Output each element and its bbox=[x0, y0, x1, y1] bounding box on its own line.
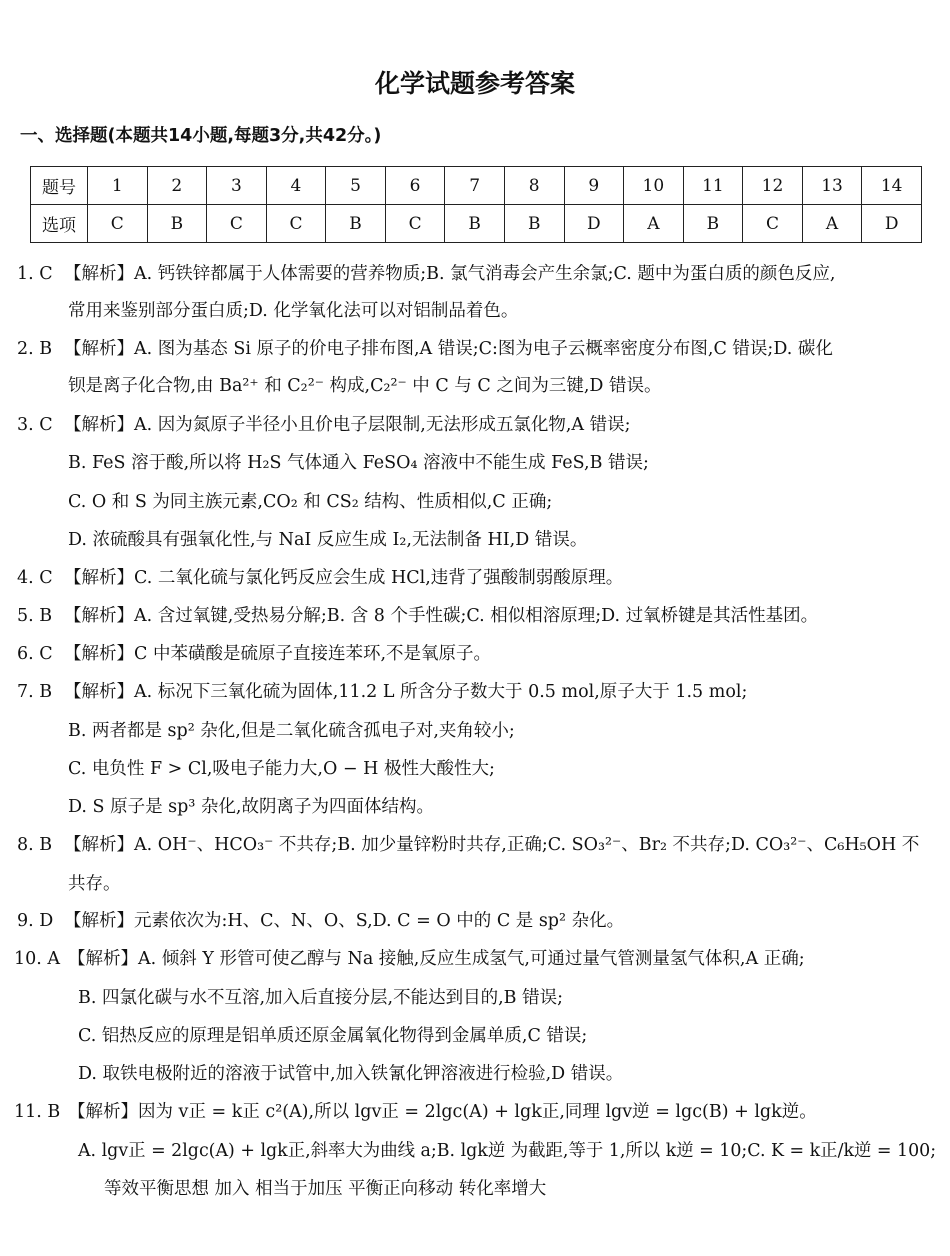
table-cell: 10 bbox=[624, 167, 684, 205]
item-text: 【解析】元素依次为:H、C、N、O、S,D. C = O 中的 C 是 sp² 杂化。 bbox=[64, 911, 625, 931]
item-number: 6. C bbox=[17, 644, 53, 664]
item-text: 【解析】A. 图为基态 Si 原子的价电子排布图,A 错误;C:图为电子云概率密度分布图,C 错误;D. 碳化 bbox=[64, 339, 833, 359]
table-cell: B bbox=[445, 205, 505, 243]
table-cell: 7 bbox=[445, 167, 505, 205]
item-text-continued: B. 两者都是 sp² 杂化,但是二氧化硫含孤电子对,夹角较小; bbox=[68, 721, 515, 741]
table-cell: 5 bbox=[326, 167, 386, 205]
table-cell: 1 bbox=[88, 167, 148, 205]
table-cell: 9 bbox=[564, 167, 624, 205]
item-text-continued: A. lgv正 = 2lgc(A) + lgk正,斜率大为曲线 a;B. lgk逆 为截距,等于 1,所以 k逆 = 10;C. K = k正/k逆 = 100; bbox=[78, 1141, 937, 1161]
item-text-continued: 常用来鉴别部分蛋白质;D. 化学氧化法可以对铝制品着色。 bbox=[68, 301, 519, 321]
table-cell: 14 bbox=[862, 167, 922, 205]
table-cell: 8 bbox=[504, 167, 564, 205]
table-cell: 4 bbox=[266, 167, 326, 205]
table-cell: D bbox=[564, 205, 624, 243]
item-text: 【解析】A. 倾斜 Y 形管可使乙醇与 Na 接触,反应生成氢气,可通过量气管测量氢气体积,A 正确; bbox=[68, 949, 805, 969]
table-cell: D bbox=[862, 205, 922, 243]
table-cell: B bbox=[683, 205, 743, 243]
table-header-cell: 题号 bbox=[31, 167, 88, 205]
item-text-continued: 共存。 bbox=[68, 874, 121, 894]
item-number: 2. B bbox=[17, 339, 53, 359]
item-number: 11. B bbox=[14, 1102, 61, 1122]
item-text: 【解析】A. OH⁻、HCO₃⁻ 不共存;B. 加少量锌粉时共存,正确;C. SO₃²⁻、Br₂ 不共存;D. CO₃²⁻、C₆H₅OH 不 bbox=[64, 835, 920, 855]
table-cell: B bbox=[326, 205, 386, 243]
table-cell: 2 bbox=[147, 167, 207, 205]
item-text-continued: B. 四氯化碳与水不互溶,加入后直接分层,不能达到目的,B 错误; bbox=[78, 988, 563, 1008]
table-cell: A bbox=[624, 205, 684, 243]
section-heading: 一、选择题(本题共14小题,每题3分,共42分。) bbox=[20, 126, 382, 146]
item-text-continued: D. 取铁电极附近的溶液于试管中,加入铁氰化钾溶液进行检验,D 错误。 bbox=[78, 1064, 624, 1084]
item-text: 【解析】A. 含过氧键,受热易分解;B. 含 8 个手性碳;C. 相似相溶原理;D. 过氧桥键是其活性基团。 bbox=[64, 606, 819, 626]
item-text-continued: C. O 和 S 为同主族元素,CO₂ 和 CS₂ 结构、性质相似,C 正确; bbox=[68, 492, 553, 512]
table-cell: C bbox=[743, 205, 803, 243]
item-text: 【解析】C 中苯磺酸是硫原子直接连苯环,不是氧原子。 bbox=[64, 644, 492, 664]
item-text-continued: D. S 原子是 sp³ 杂化,故阴离子为四面体结构。 bbox=[68, 797, 434, 817]
table-cell: C bbox=[385, 205, 445, 243]
table-cell: 13 bbox=[802, 167, 862, 205]
answer-table bbox=[30, 166, 922, 243]
item-text-continued: C. 电负性 F > Cl,吸电子能力大,O − H 极性大酸性大; bbox=[68, 759, 495, 779]
table-row-numbers bbox=[31, 167, 922, 205]
item-number: 7. B bbox=[17, 682, 53, 702]
table-cell: 6 bbox=[385, 167, 445, 205]
table-row-answers bbox=[31, 205, 922, 243]
item-text: 【解析】因为 v正 = k正 c²(A),所以 lgv正 = 2lgc(A) + lgk正,同理 lgv逆 = lgc(B) + lgk逆。 bbox=[68, 1102, 817, 1122]
table-cell: 12 bbox=[743, 167, 803, 205]
item-number: 3. C bbox=[17, 415, 53, 435]
table-cell: B bbox=[504, 205, 564, 243]
table-header-cell: 选项 bbox=[31, 205, 88, 243]
table-cell: C bbox=[207, 205, 267, 243]
item-number: 10. A bbox=[14, 949, 61, 969]
item-text: 【解析】A. 因为氮原子半径小且价电子层限制,无法形成五氯化物,A 错误; bbox=[64, 415, 631, 435]
table-cell: B bbox=[147, 205, 207, 243]
table-cell: 3 bbox=[207, 167, 267, 205]
item-text-continued: B. FeS 溶于酸,所以将 H₂S 气体通入 FeSO₄ 溶液中不能生成 FeS,B 错误; bbox=[68, 453, 649, 473]
item-number: 9. D bbox=[17, 911, 54, 931]
item-text: 【解析】A. 钙铁锌都属于人体需要的营养物质;B. 氯气消毒会产生余氯;C. 题中为蛋白质的颜色反应, bbox=[64, 264, 836, 284]
item-text: 【解析】C. 二氧化硫与氯化钙反应会生成 HCl,违背了强酸制弱酸原理。 bbox=[64, 568, 624, 588]
page-title: 化学试题参考答案 bbox=[374, 69, 575, 98]
item-text-continued: D. 浓硫酸具有强氧化性,与 NaI 反应生成 I₂,无法制备 HI,D 错误。 bbox=[68, 530, 588, 550]
table-cell: 11 bbox=[683, 167, 743, 205]
item-text: 【解析】A. 标况下三氧化硫为固体,11.2 L 所含分子数大于 0.5 mol,原子大于 1.5 mol; bbox=[64, 682, 748, 702]
table-cell: C bbox=[88, 205, 148, 243]
item-text-continued: 钡是离子化合物,由 Ba²⁺ 和 C₂²⁻ 构成,C₂²⁻ 中 C 与 C 之间为三键,D 错误。 bbox=[68, 376, 662, 396]
item-text-continued: C. 铝热反应的原理是铝单质还原金属氧化物得到金属单质,C 错误; bbox=[78, 1026, 588, 1046]
item-number: 1. C bbox=[17, 264, 53, 284]
item-number: 8. B bbox=[17, 835, 53, 855]
item-number: 4. C bbox=[17, 568, 53, 588]
table-cell: C bbox=[266, 205, 326, 243]
item-text-continued: 等效平衡思想 加入 相当于加压 平衡正向移动 转化率增大 bbox=[104, 1179, 547, 1199]
table-cell: A bbox=[802, 205, 862, 243]
item-number: 5. B bbox=[17, 606, 53, 626]
